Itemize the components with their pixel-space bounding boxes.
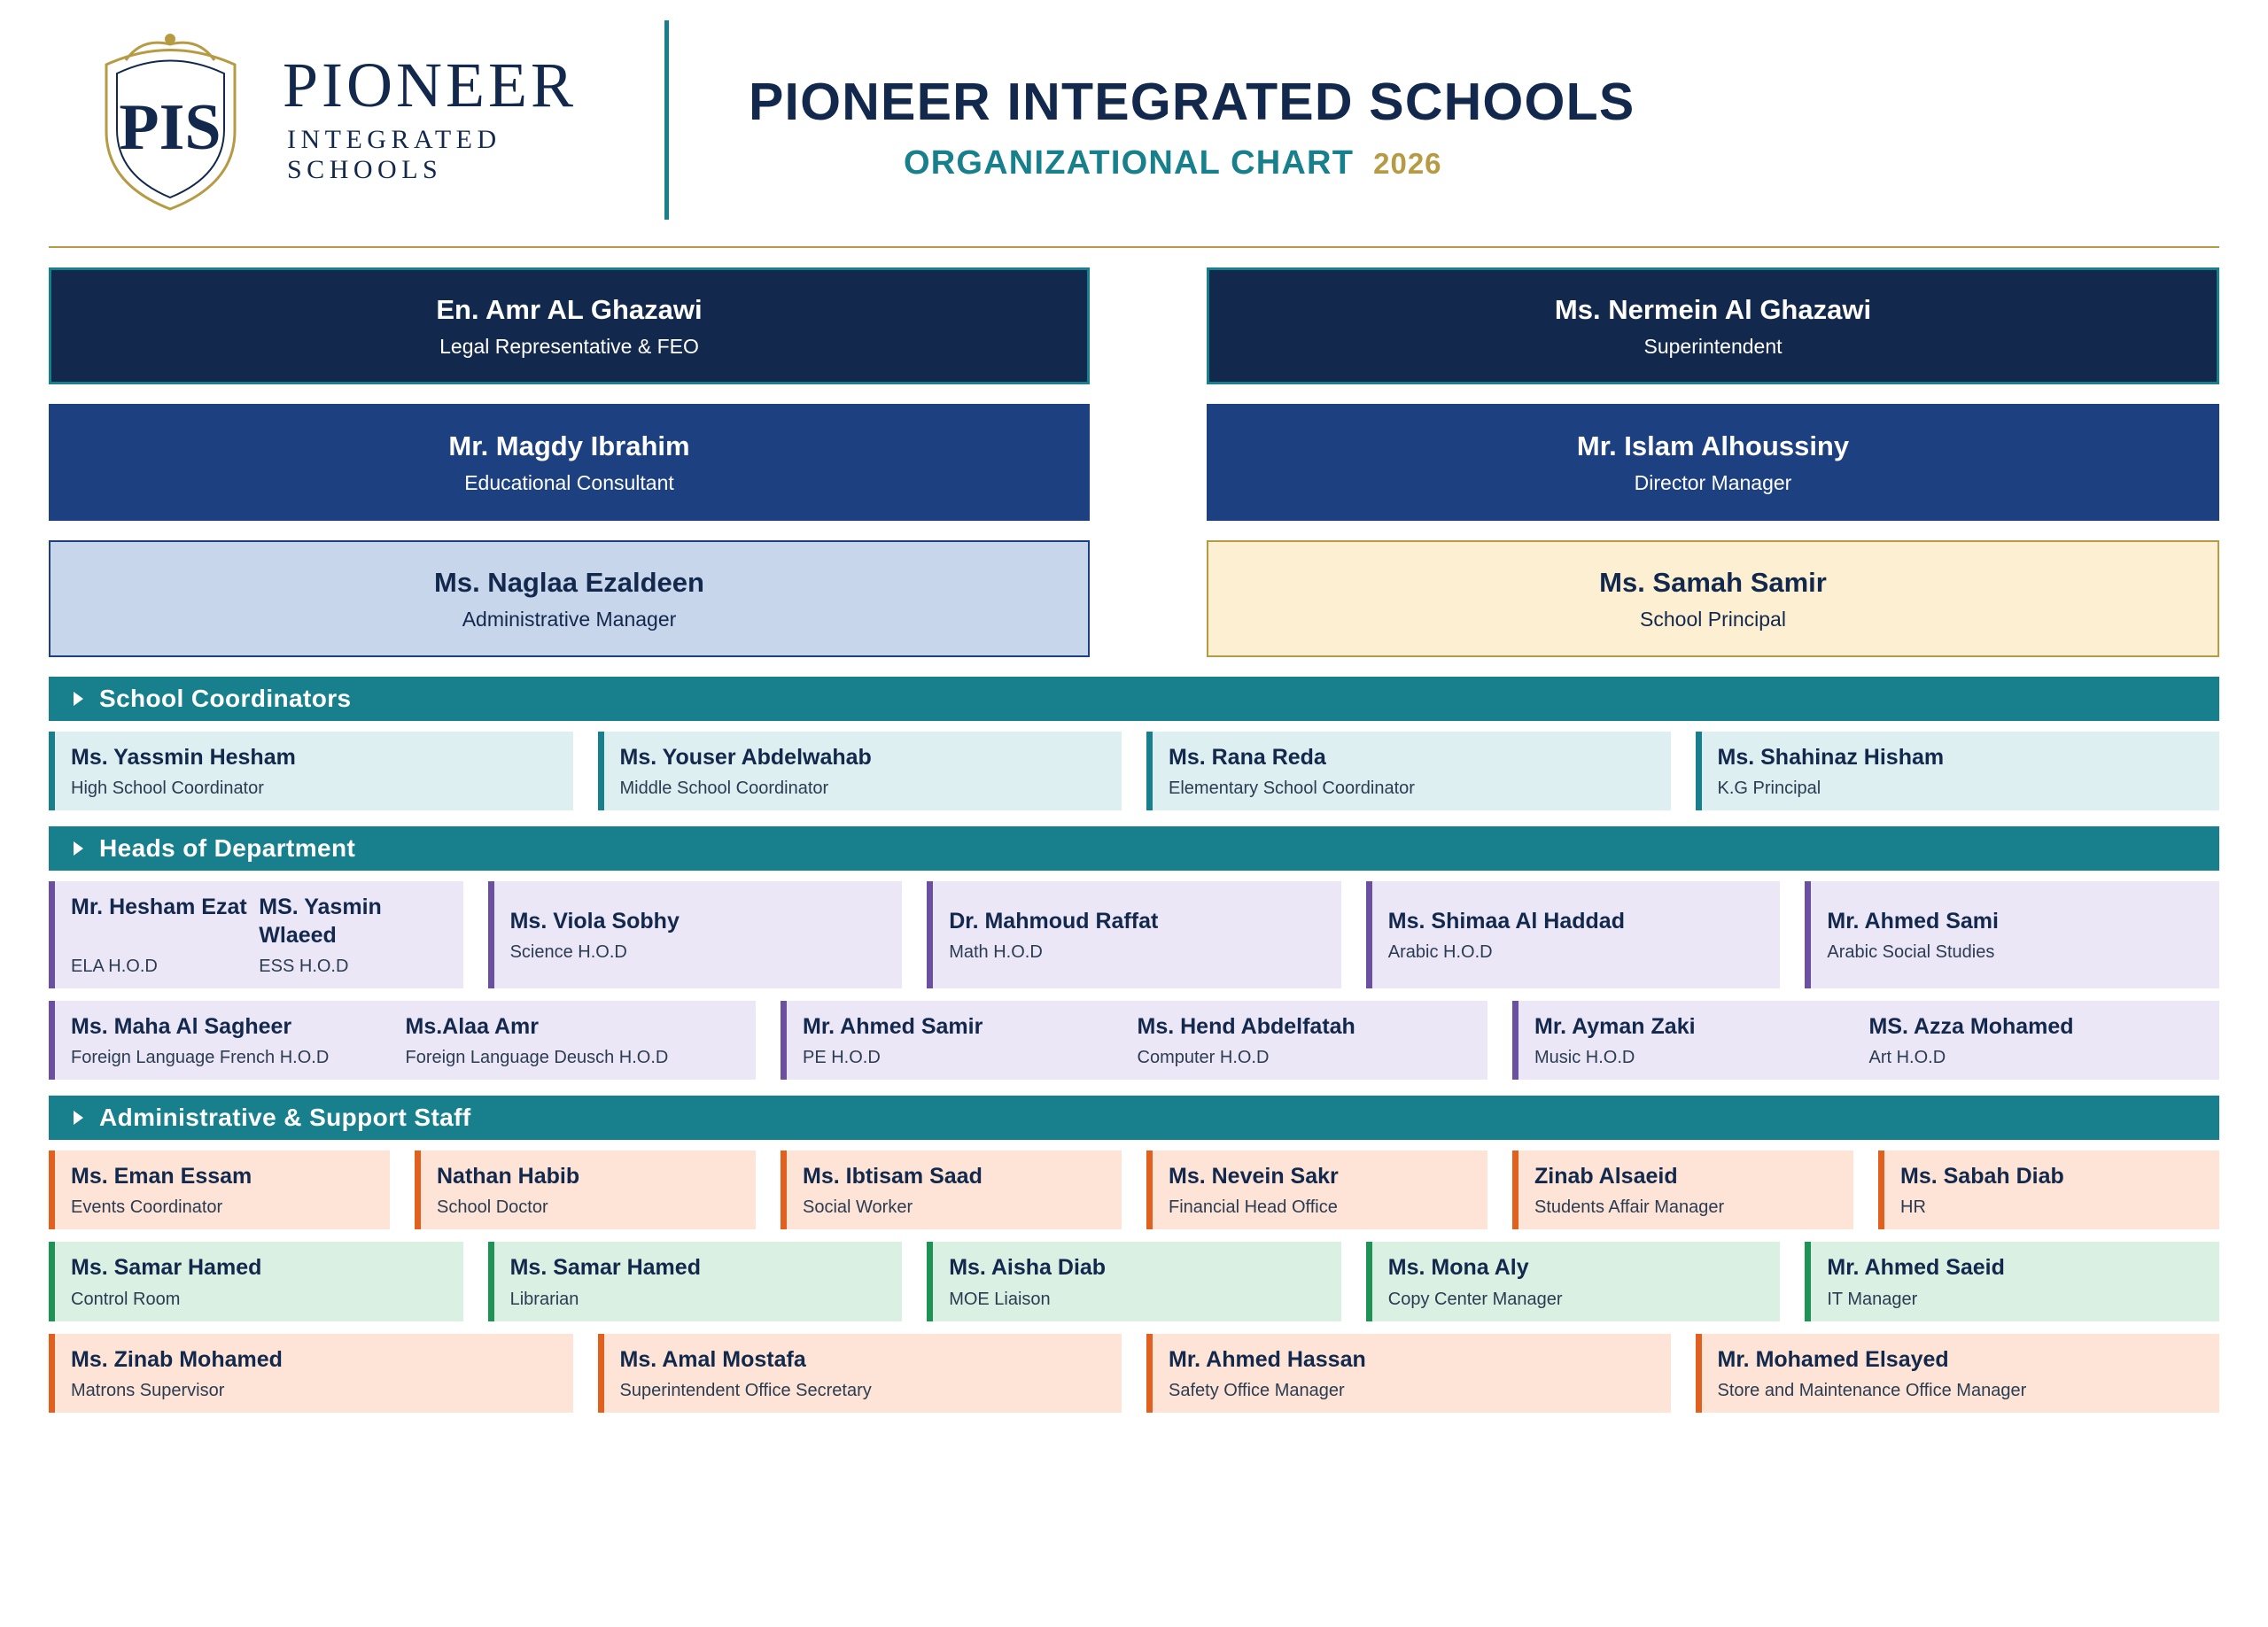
executive-left-slot (49, 267, 1090, 384)
staff-name: Ms. Aisha Diab (949, 1255, 1107, 1281)
exec-card-right[interactable] (1207, 267, 2219, 384)
staff-name: Ms. Shahinaz Hisham (1717, 745, 1945, 770)
executive-row (49, 404, 2219, 521)
chart-year: 2026 (1373, 146, 1442, 180)
staff-name: Zinab Alsaeid (1534, 1164, 1678, 1189)
section-title: Heads of Department (99, 834, 356, 863)
exec-role: Educational Consultant (464, 470, 674, 494)
exec-name: En. Amr AL Ghazawi (436, 294, 703, 326)
header-divider (49, 246, 2219, 248)
exec-card-right[interactable] (1207, 540, 2219, 657)
staff-role-secondary: Art H.O.D (1868, 1048, 1946, 1067)
logo-subtitle: INTEGRATED SCHOOLS (287, 125, 501, 185)
staff-card[interactable] (1805, 881, 2219, 988)
staff-card[interactable] (781, 1001, 1487, 1080)
staff-card[interactable] (49, 1001, 756, 1080)
staff-card[interactable] (781, 1151, 1122, 1229)
staff-name: Ms. Yassmin Hesham (71, 745, 296, 770)
staff-name: Ms. Eman Essam (71, 1164, 252, 1189)
staff-card[interactable] (49, 1242, 463, 1321)
section-header[interactable] (49, 826, 2219, 871)
executive-right-slot (1207, 404, 2219, 521)
card-row (49, 881, 2219, 988)
staff-card[interactable] (49, 732, 573, 810)
staff-name: Mr. Ahmed Hassan (1169, 1346, 1366, 1372)
org-chart-body (49, 267, 2219, 1413)
staff-role-secondary: ESS H.O.D (259, 956, 349, 976)
staff-role: Science H.O.D (509, 942, 627, 963)
staff-card[interactable] (1146, 732, 1671, 810)
staff-role: Students Affair Manager (1534, 1197, 1725, 1218)
staff-name-pair (71, 1013, 740, 1041)
exec-role: Director Manager (1634, 470, 1792, 494)
staff-name-secondary: MS. Azza Mohamed (1868, 1013, 2074, 1039)
exec-role: Superintendent (1643, 334, 1783, 358)
staff-card[interactable] (1878, 1151, 2219, 1229)
executive-row (49, 540, 2219, 657)
exec-name: Mr. Magdy Ibrahim (448, 430, 690, 462)
executive-gap (1090, 267, 1207, 384)
staff-card[interactable] (49, 881, 463, 988)
staff-card[interactable] (1512, 1151, 1853, 1229)
staff-name: Ms. Nevein Sakr (1169, 1164, 1339, 1189)
staff-name-pair (803, 1013, 1472, 1041)
executive-left-slot (49, 404, 1090, 521)
staff-name: Mr. Ahmed Sami (1827, 908, 1999, 934)
staff-card[interactable] (49, 1151, 390, 1229)
staff-role: Matrons Supervisor (71, 1380, 225, 1400)
staff-name-pair (71, 894, 447, 949)
staff-name: Ms. Maha Al Sagheer (71, 1013, 292, 1039)
subtitle-row (749, 132, 1635, 182)
exec-role: Administrative Manager (462, 607, 677, 631)
staff-role: Librarian (509, 1289, 579, 1309)
card-row (49, 1334, 2219, 1413)
staff-role: K.G Principal (1717, 779, 1821, 799)
executive-gap (1090, 540, 1207, 657)
staff-role: Arabic Social Studies (1827, 942, 1995, 963)
staff-role: Foreign Language French H.O.D (71, 1048, 330, 1067)
staff-name: Ms. Sabah Diab (1900, 1164, 2064, 1189)
exec-card-left[interactable] (49, 267, 1090, 384)
logo-title: PIONEER (283, 49, 577, 120)
staff-role: Math H.O.D (949, 942, 1043, 963)
page-header (49, 0, 2219, 230)
staff-name: Dr. Mahmoud Raffat (949, 908, 1159, 934)
staff-name: Ms. Ibtisam Saad (803, 1164, 983, 1189)
staff-name: Mr. Mohamed Elsayed (1717, 1346, 1949, 1372)
staff-name: Ms. Shimaa Al Haddad (1387, 908, 1625, 934)
staff-card[interactable] (1512, 1001, 2219, 1080)
logo-block (49, 20, 669, 220)
staff-card[interactable] (488, 1242, 903, 1321)
card-row (49, 1001, 2219, 1080)
staff-role: HR (1900, 1197, 1926, 1218)
school-crest-icon (80, 25, 261, 215)
staff-card[interactable] (1366, 1242, 1781, 1321)
staff-card[interactable] (1696, 732, 2220, 810)
staff-role: Superintendent Office Secretary (619, 1380, 872, 1400)
exec-name: Ms. Nermein Al Ghazawi (1554, 294, 1872, 326)
staff-card[interactable] (598, 1334, 1122, 1413)
staff-role-pair (71, 1041, 740, 1069)
exec-card-left[interactable] (49, 404, 1090, 521)
exec-card-left[interactable] (49, 540, 1090, 657)
staff-card[interactable] (927, 1242, 1341, 1321)
logo-wordmark (261, 49, 664, 186)
staff-name: Ms. Youser Abdelwahab (619, 745, 872, 770)
staff-role: Middle School Coordinator (619, 779, 829, 799)
staff-name: Ms. Samar Hamed (71, 1255, 262, 1281)
svg-text:PIS: PIS (119, 90, 221, 164)
exec-role: Legal Representative & FEO (439, 334, 699, 358)
staff-name-secondary: Ms. Hend Abdelfatah (1137, 1013, 1355, 1039)
header-titles (669, 58, 1635, 182)
staff-role: Music H.O.D (1534, 1048, 1635, 1067)
section-header[interactable] (49, 677, 2219, 721)
staff-role: Control Room (71, 1289, 181, 1309)
staff-name-secondary: MS. Yasmin Wlaeed (259, 895, 382, 948)
section-header[interactable] (49, 1096, 2219, 1140)
chevron-right-icon (74, 1111, 83, 1125)
staff-card[interactable] (927, 881, 1341, 988)
staff-name: Ms. Samar Hamed (509, 1255, 701, 1281)
exec-name: Mr. Islam Alhoussiny (1576, 430, 1850, 462)
staff-role: Safety Office Manager (1169, 1380, 1345, 1400)
staff-role: School Doctor (437, 1197, 548, 1218)
staff-role: Events Coordinator (71, 1197, 223, 1218)
staff-role: Social Worker (803, 1197, 913, 1218)
staff-role-secondary: Computer H.O.D (1137, 1048, 1270, 1067)
executive-right-slot (1207, 267, 2219, 384)
staff-role: Arabic H.O.D (1387, 942, 1493, 963)
staff-name: Ms. Rana Reda (1169, 745, 1326, 770)
executive-gap (1090, 404, 1207, 521)
executive-right-slot (1207, 540, 2219, 657)
exec-name: Ms. Samah Samir (1599, 567, 1827, 599)
staff-name-secondary: Ms.Alaa Amr (405, 1013, 540, 1039)
staff-role-pair (71, 949, 447, 978)
staff-role-pair (803, 1041, 1472, 1069)
staff-role: High School Coordinator (71, 779, 264, 799)
staff-name: Ms. Zinab Mohamed (71, 1346, 283, 1372)
staff-role: Copy Center Manager (1387, 1289, 1563, 1309)
staff-role: IT Manager (1827, 1289, 1918, 1309)
staff-role: Financial Head Office (1169, 1197, 1338, 1218)
staff-role: Elementary School Coordinator (1169, 779, 1415, 799)
page-title: PIONEER INTEGRATED SCHOOLS (749, 72, 1635, 131)
staff-role: PE H.O.D (803, 1048, 881, 1067)
staff-name: Mr. Ayman Zaki (1534, 1013, 1696, 1039)
staff-card[interactable] (1805, 1242, 2219, 1321)
page-subtitle: ORGANIZATIONAL CHART (904, 143, 1355, 182)
staff-role: MOE Liaison (949, 1289, 1051, 1309)
staff-role-secondary: Foreign Language Deusch H.O.D (405, 1048, 669, 1067)
staff-card[interactable] (598, 732, 1122, 810)
staff-card[interactable] (1366, 881, 1781, 988)
chevron-right-icon (74, 841, 83, 856)
exec-name: Ms. Naglaa Ezaldeen (434, 567, 704, 599)
staff-name: Ms. Mona Aly (1387, 1255, 1529, 1281)
staff-role: Store and Maintenance Office Manager (1717, 1380, 2027, 1400)
card-row (49, 732, 2219, 810)
staff-name: Mr. Hesham Ezat (71, 895, 247, 920)
staff-name: Ms. Amal Mostafa (619, 1346, 806, 1372)
staff-card[interactable] (49, 1334, 573, 1413)
staff-name: Nathan Habib (437, 1164, 580, 1189)
card-row (49, 1151, 2219, 1229)
staff-card[interactable] (488, 881, 903, 988)
chevron-right-icon (74, 692, 83, 706)
staff-name: Mr. Ahmed Samir (803, 1013, 983, 1039)
card-row (49, 1242, 2219, 1321)
exec-role: School Principal (1640, 607, 1786, 631)
executive-left-slot (49, 540, 1090, 657)
staff-name-pair (1534, 1013, 2203, 1041)
staff-card[interactable] (415, 1151, 756, 1229)
staff-card[interactable] (1146, 1334, 1671, 1413)
staff-name: Ms. Viola Sobhy (509, 908, 680, 934)
section-title: School Coordinators (99, 685, 352, 712)
exec-card-right[interactable] (1207, 404, 2219, 521)
staff-card[interactable] (1146, 1151, 1487, 1229)
staff-role-pair (1534, 1041, 2203, 1069)
staff-card[interactable] (1696, 1334, 2220, 1413)
staff-name: Mr. Ahmed Saeid (1827, 1255, 2005, 1281)
staff-role: ELA H.O.D (71, 956, 158, 976)
executive-row (49, 267, 2219, 384)
section-title: Administrative & Support Staff (99, 1104, 471, 1131)
